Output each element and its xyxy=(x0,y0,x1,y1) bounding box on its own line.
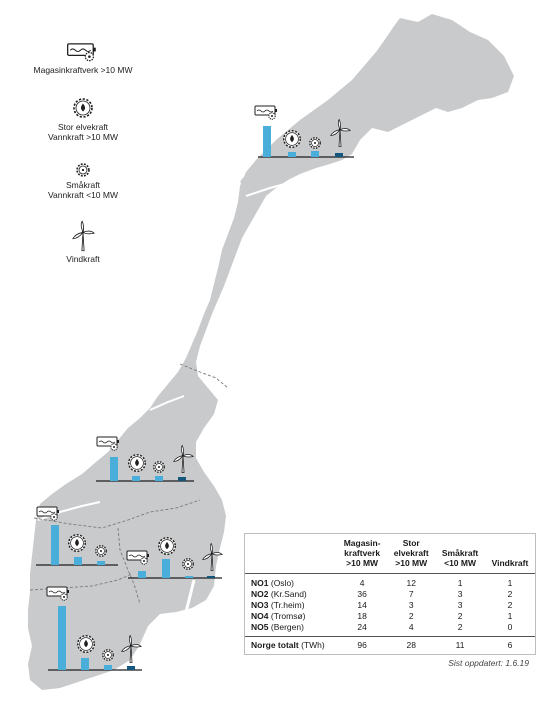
legend-large-run-of-river xyxy=(18,96,148,142)
table-cell: 2 xyxy=(507,589,513,599)
zone-cell xyxy=(245,574,337,590)
zone-code: NO3 xyxy=(251,600,269,610)
legend-reservoir-label: Magasinkraftverk >10 MW xyxy=(33,65,133,75)
zone-name: (Tromsø) xyxy=(270,611,306,621)
reservoir-icon xyxy=(97,437,119,450)
table-cell: 2 xyxy=(507,600,513,610)
zone-cell xyxy=(245,600,337,611)
small-hydro-icon xyxy=(75,162,91,178)
table-header-zone xyxy=(245,534,337,574)
total-cell: 96 xyxy=(337,637,387,655)
large-run-of-river-icon xyxy=(78,636,95,653)
zone-cell xyxy=(245,589,337,600)
table-header-wind: Vindkraft xyxy=(485,534,535,574)
table-cell: 3 xyxy=(408,600,414,610)
zone-code: NO1 xyxy=(251,578,269,588)
bar-no1-wind xyxy=(207,576,215,578)
table-header-row xyxy=(245,534,535,574)
table-cell: 2 xyxy=(457,622,463,632)
bar-no5-reservoir xyxy=(51,525,59,565)
reservoir-icon xyxy=(255,106,277,119)
bar-no4-wind xyxy=(335,153,343,157)
table-row xyxy=(245,589,535,600)
legend-small-hydro xyxy=(18,162,148,200)
table-header-large-run-of-river: Stor elvekraft >10 MW xyxy=(387,534,435,574)
large-run-of-river-icon xyxy=(284,131,301,148)
table-cell: 4 xyxy=(359,578,365,588)
zone-cell xyxy=(245,611,337,622)
total-unit: (TWh) xyxy=(301,640,325,650)
bar-no3-reservoir xyxy=(110,457,118,481)
bar-no2-large-run-of-river xyxy=(81,658,89,670)
zone-name: (Oslo) xyxy=(270,578,294,588)
total-label-text: Norge totalt xyxy=(251,640,299,650)
table-cell: 2 xyxy=(408,611,414,621)
table-cell: 3 xyxy=(457,589,463,599)
table-cell: 7 xyxy=(408,589,414,599)
table-total-row xyxy=(245,637,535,655)
zone-cell xyxy=(245,622,337,637)
production-table-panel xyxy=(244,533,536,655)
small-hydro-icon xyxy=(183,559,193,569)
bar-no2-wind xyxy=(127,666,135,670)
large-run-of-river-icon xyxy=(159,538,176,555)
bar-no2-reservoir xyxy=(58,606,66,670)
zone-code: NO2 xyxy=(251,589,269,599)
table-header-small-hydro: Småkraft <10 MW xyxy=(435,534,485,574)
total-label xyxy=(245,637,337,655)
table-cell: 18 xyxy=(357,611,367,621)
table-cell: 12 xyxy=(406,578,416,588)
table-cell: 1 xyxy=(457,578,463,588)
bar-no1-reservoir xyxy=(138,571,146,578)
large-run-of-river-icon xyxy=(69,535,86,552)
bar-no2-small-hydro xyxy=(104,665,112,670)
production-table xyxy=(245,534,535,654)
legend-wind-label: Vindkraft xyxy=(66,254,100,264)
bar-no1-large-run-of-river xyxy=(162,559,170,578)
table-cell: 0 xyxy=(507,622,513,632)
table-cell: 2 xyxy=(457,611,463,621)
zone-name: (Tr.heim) xyxy=(270,600,305,610)
bar-no5-small-hydro xyxy=(97,561,105,565)
small-hydro-icon xyxy=(310,138,320,148)
table-cell: 3 xyxy=(457,600,463,610)
large-run-of-river-icon xyxy=(129,455,146,472)
bar-no5-large-run-of-river xyxy=(74,557,82,565)
table-cell: 14 xyxy=(357,600,367,610)
total-cell: 6 xyxy=(485,637,535,655)
bar-no4-reservoir xyxy=(263,126,271,157)
bar-no4-small-hydro xyxy=(311,151,319,157)
table-cell: 4 xyxy=(408,622,414,632)
table-row xyxy=(245,622,535,637)
table-cell: 1 xyxy=(507,578,513,588)
small-hydro-icon xyxy=(96,546,106,556)
zone-code: NO4 xyxy=(251,611,269,621)
zone-name: (Bergen) xyxy=(270,622,304,632)
reservoir-icon xyxy=(66,40,100,63)
bar-no1-small-hydro xyxy=(185,576,193,578)
total-cell: 11 xyxy=(435,637,485,655)
table-cell: 24 xyxy=(357,622,367,632)
table-row xyxy=(245,574,535,590)
last-updated-note: Sist oppdatert: 1.6.19 xyxy=(448,658,529,668)
legend-large-run-of-river-label: Stor elvekraft Vannkraft >10 MW xyxy=(48,122,118,142)
table-cell: 36 xyxy=(357,589,367,599)
zone-code: NO5 xyxy=(251,622,269,632)
bar-no4-large-run-of-river xyxy=(288,152,296,157)
wind-turbine-icon xyxy=(71,220,95,252)
legend-small-hydro-label: Småkraft Vannkraft <10 MW xyxy=(48,180,118,200)
table-row xyxy=(245,600,535,611)
small-hydro-icon xyxy=(103,650,113,660)
total-cell: 28 xyxy=(387,637,435,655)
bar-no3-wind xyxy=(178,477,186,481)
legend-reservoir xyxy=(18,40,148,75)
large-run-of-river-icon xyxy=(71,96,95,120)
small-hydro-icon xyxy=(154,462,164,472)
bar-no3-large-run-of-river xyxy=(132,476,140,481)
legend-wind xyxy=(18,220,148,264)
bar-no3-small-hydro xyxy=(155,476,163,481)
table-row xyxy=(245,611,535,622)
table-cell: 1 xyxy=(507,611,513,621)
zone-name: (Kr.Sand) xyxy=(270,589,307,599)
table-header-reservoir: Magasin- kraftverk >10 MW xyxy=(337,534,387,574)
